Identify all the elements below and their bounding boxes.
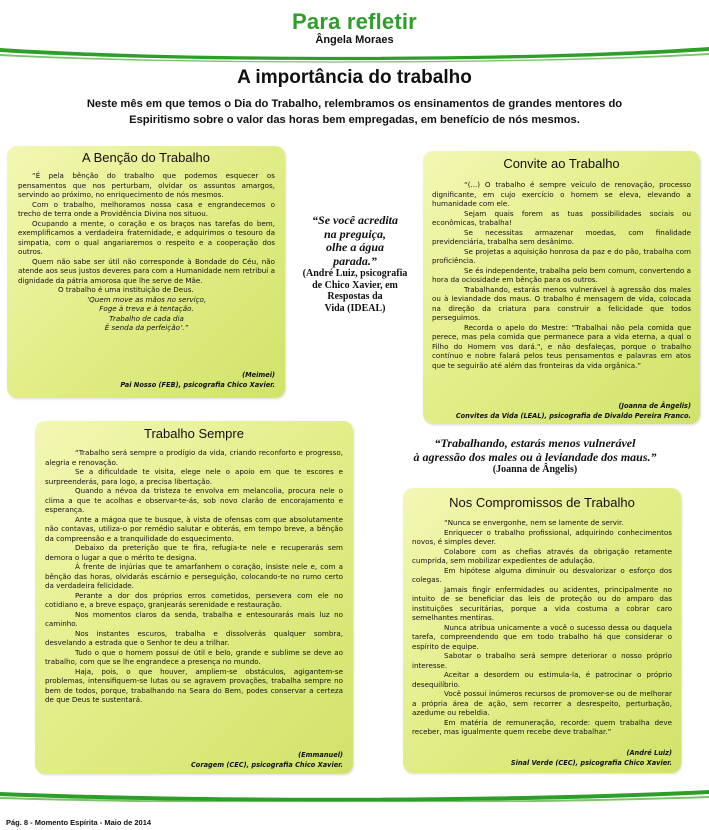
paragraph: Haja, pois, o que houver, ampliem-se obstáculos, agigantem-se problemas, intensifiquem-se lutas ou se agravem provações, trabalha sempre no bem de todos, porque, trabalhando na Seara do Bem, podes conservar a certeza de que Deus te sustentará. — [45, 666, 343, 704]
column-title: Para refletir — [292, 9, 417, 34]
paragraph: Sabotar o trabalho será sempre deteriorar o nosso próprio interesse. — [412, 651, 672, 670]
quote-attribution: Vida (IDEAL) — [324, 302, 386, 314]
quote-attribution: (Joanna de Ângelis) — [492, 464, 578, 475]
paragraph: “(...) O trabalho é sempre veículo de renovação, processo dignificante, em cujo exercício o homem se eleva, elevando a humanidade com ele. — [432, 180, 691, 208]
paragraph: Enriquecer o trabalho profissional, adquirindo conhecimentos novos, é simples dever. — [412, 527, 672, 546]
source-reference: Pai Nosso (FEB), psicografia Chico Xavier. — [120, 381, 275, 389]
source-reference: Convites da Vida (LEAL), psicografia de Divaldo Pereira Franco. — [455, 412, 691, 420]
box-nos-compromissos-de-trabalho — [403, 488, 681, 773]
paragraph: Quem não sabe ser útil não corresponde à Bondade do Céu, não atende aos seus justos deveres para com a Humanidade nem retribui a dignidade da pátria amorosa que lhe serve de Mãe. — [18, 256, 275, 285]
paragraph: Em matéria de remuneração, recorde: quem trabalha deve receber, mas igualmente quem recebe deve trabalhar.” — [412, 717, 672, 736]
paragraph: Debaixo da preterição que te fira, refugia-te nele e recuperarás sem demora o lugar a que o mérito te designa. — [45, 543, 343, 562]
paragraph: “É pela bênção do trabalho que podemos esquecer os pensamentos que nos perturbam, olvidar os assuntos amargos, servindo ao próximo, no enriquecimento de nós mesmos. — [18, 171, 275, 199]
paragraph: Sejam quais forem as tuas possibilidades sociais ou econômicas, trabalha! — [432, 208, 691, 227]
paragraph: Perante a dor dos próprios erros cometidos, persevera com ele no cotidiano e, a breve espaço, granjearás serenidade e restauração. — [45, 590, 343, 609]
pull-quote-joanna-de-angelis — [370, 436, 700, 476]
footer-swoosh-decoration — [0, 786, 709, 802]
column-author: Ângela Moraes — [315, 34, 394, 46]
box-body — [18, 171, 275, 333]
box-title: Convite ao Trabalho — [503, 156, 620, 171]
quote-attribution: (André Luiz, psicografia — [302, 268, 408, 279]
paragraph: Nos momentos claros da senda, trabalha e entesourarás mais luz no caminho. — [45, 609, 343, 628]
paragraph: “Trabalho será sempre o prodígio da vida, criando reconforto e progresso, alegria e renovação. — [45, 448, 343, 467]
article-title: A importância do trabalho — [237, 67, 472, 88]
paragraph: Nos instantes escuros, trabalha e dissolverás qualquer sombra, desvelando a estrada que o Senhor te deu a trilhar. — [45, 628, 343, 647]
paragraph: Nunca atribua unicamente a você o sucesso dessa ou daquela tarefa, compreendendo que em todo trabalho há que considerar o espírito de equipe. — [412, 622, 672, 651]
verse-line: Foge à treva e à tentação. — [99, 304, 194, 313]
signature: (Emmanuel) — [298, 751, 343, 759]
paragraph: “Nunca se envergonhe, nem se lamente de servir. — [444, 518, 624, 527]
paragraph: Quando a névoa da tristeza te envolva em melancolia, procura nele o clima a que te acolhas e observar-te-ás, sob novo clarão de encorajamento e esperança. — [45, 486, 343, 514]
box-convite-ao-trabalho — [423, 151, 700, 424]
pull-quote-andre-luiz — [290, 214, 420, 314]
box-title: A Benção do Trabalho — [82, 150, 210, 165]
box-trabalho-sempre — [35, 421, 353, 774]
signature: (Joanna de Ângelis) — [618, 402, 691, 410]
verse-line: Trabalho de cada dia — [109, 313, 184, 323]
signature: (André Luiz) — [626, 749, 672, 757]
quote-line: na preguiça, — [323, 226, 386, 241]
paragraph: Recorda o apelo do Mestre: "Trabalhai não pela comida que perece, mas pela comida que permanece para a vida eterna, a qual o Filho do Homem vos dará.", e não desfaleças, porque o trabalho contínuo e nobre falará pelos teus pensamentos e palavras em atos que te seguirão até além das fronteiras da vida orgânica.” — [432, 322, 691, 370]
quote-line: parada.” — [333, 253, 377, 268]
paragraph: Ocupando a mente, o coração e os braços nas tarefas do bem, exemplificamos a verdadeira fraternidade, e adquirimos o tesouro da simpatia, com o qual angariaremos o respeito e a cooperação dos outros. — [18, 218, 275, 256]
signature: (Meimei) — [242, 371, 275, 379]
page-footer: Pág. 8 - Momento Espírita - Maio de 2014 — [6, 818, 152, 827]
source-reference: Sinal Verde (CEC), psicografia Chico Xavier. — [510, 759, 672, 767]
verse-line: É senda da perfeição’.” — [104, 323, 189, 332]
paragraph: Se necessitas armazenar moedas, com finalidade previdenciária, trabalha sem desânimo. — [432, 227, 691, 246]
box-title: Trabalho Sempre — [144, 426, 244, 441]
quote-attribution: de Chico Xavier, em — [312, 279, 398, 291]
paragraph: Trabalhando, estarás menos vulnerável à agressão dos males ou à leviandade dos maus. O trabalho é mensagem de vida, colocada na direção da criatura para construir a felicidade que todos perseguimos. — [432, 284, 691, 322]
paragraph: Em hipótese alguma diminuir ou desvalorizar o esforço dos colegas. — [412, 565, 672, 584]
paragraph: À frente de injúrias que te amarfanhem o coração, insiste nele e, com a bênção das horas, olvidarás escárnio e perseguição, colocando-te no rumo certo da verdadeira felicidade. — [45, 562, 343, 590]
article-intro: Neste mês em que temos o Dia do Trabalho, relembramos os ensinamentos de grandes mentores do Espiritismo sobre o valor das horas bem empregadas, em benefício de nós mesmos. — [86, 98, 623, 126]
paragraph: Você possui inúmeros recursos de promover-se ou de melhorar a própria área de ação, sem recorrer a desrespeito, perturbação, azedume ou rebeldia. — [412, 689, 672, 717]
paragraph: Se a dificuldade te visita, elege nele o apoio em que te escores e surpreenderás, para logo, a precisa libertação. — [45, 467, 343, 486]
box-bencao-do-trabalho — [7, 146, 285, 398]
paragraph: Tudo o que o homem possui de útil e belo, grande e sublime se deve ao trabalho, com que se lhe engrandece a presença no mundo. — [45, 647, 343, 666]
paragraph: Ante a mágoa que te busque, à vista de ofensas com que absolutamente não contavas, utiliza-o por remédio salutar e obterás, em tempo breve, a bênção da compreensão e a tranquilidade do esquecimento. — [45, 514, 343, 543]
box-body — [45, 448, 343, 705]
source-reference: Coragem (CEC), psicografia Chico Xavier. — [190, 761, 343, 769]
quote-line: “Se você acredita — [312, 213, 398, 227]
quote-line: olhe a água — [325, 240, 384, 254]
quote-line: à agressão dos males ou à leviandade dos maus.” — [413, 450, 657, 464]
paragraph: Aceitar a desordem ou estimula-la, é patrocinar o próprio desequilíbrio. — [412, 670, 672, 689]
paragraph: Se projetas a aquisição honrosa da paz e do pão, trabalha com proficiência. — [432, 246, 691, 265]
verse-line: ‘Quem move as mãos no serviço, — [86, 294, 207, 304]
box-body — [412, 518, 672, 737]
quote-attribution: Respostas da — [327, 291, 383, 302]
box-title: Nos Compromissos de Trabalho — [449, 495, 635, 510]
paragraph: Jamais fingir enfermidades ou acidentes, principalmente no intuito de se beneficiar das leis de proteção ou do amparo das instituições securitárias, porque a vida costuma a cobrar caro semelhantes mentiras. — [412, 584, 672, 622]
paragraph: Se és independente, trabalha pelo bem comum, convertendo a hora da ociosidade em bênção para os outros. — [432, 265, 691, 284]
header-swoosh-decoration — [0, 44, 709, 64]
paragraph: O trabalho é uma instituição de Deus. — [58, 285, 194, 294]
paragraph: Colabore com as chefias através da obrigação retamente cumprida, sem mobilizar expedientes de adulação. — [412, 546, 672, 565]
box-body — [432, 180, 691, 370]
paragraph: Com o trabalho, melhoramos nossa casa e engrandecemos o trecho de terra onde a Providência Divina nos situou. — [18, 199, 275, 218]
quote-line: “Trabalhando, estarás menos vulnerável — [434, 436, 636, 450]
